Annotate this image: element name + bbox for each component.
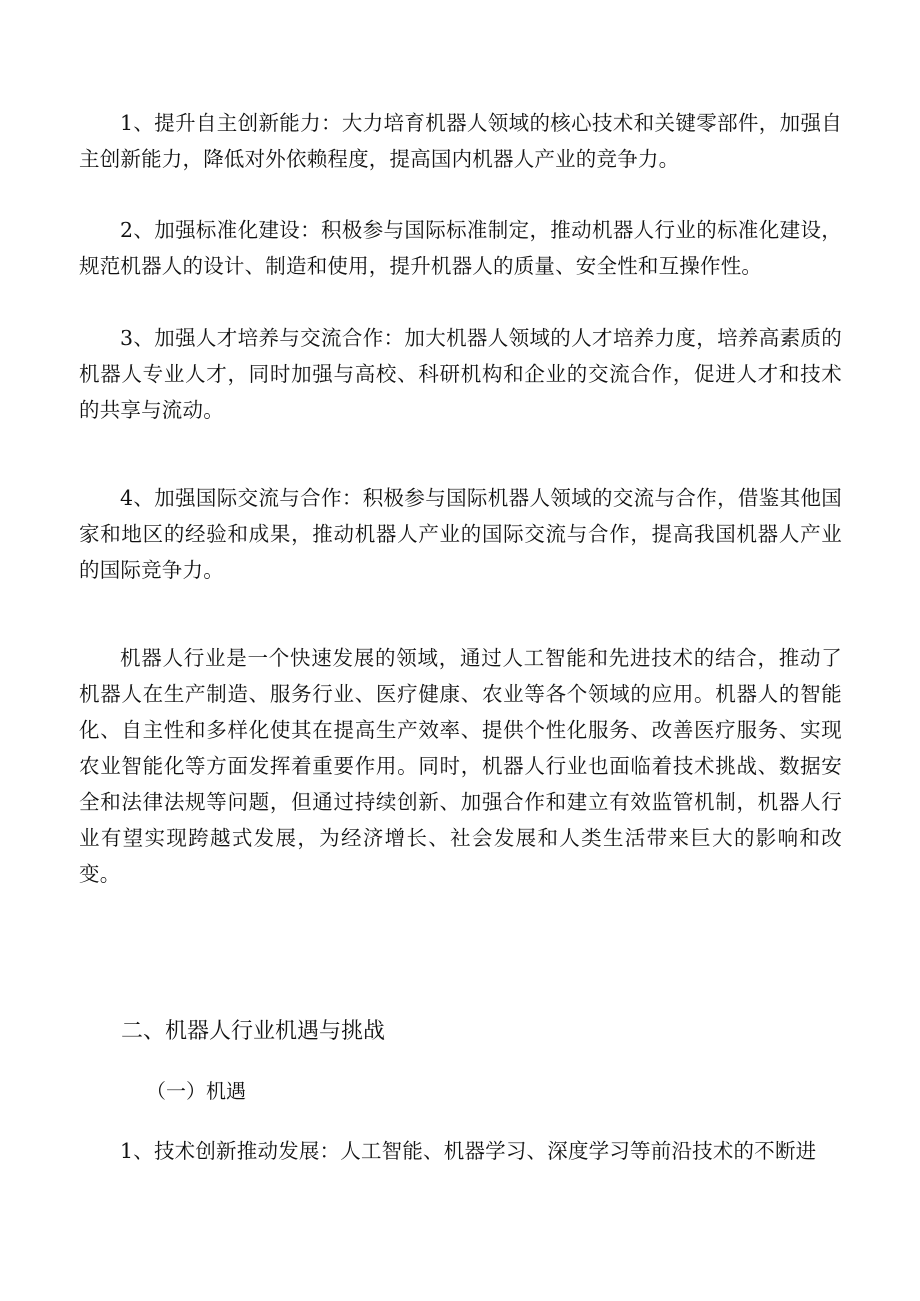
- paragraph-standardization: 2、加强标准化建设：积极参与国际标准制定，推动机器人行业的标准化建设，规范机器人的设计、制造和使用，提升机器人的质量、安全性和互操作性。: [79, 218, 842, 278]
- paragraph-summary: 机器人行业是一个快速发展的领域，通过人工智能和先进技术的结合，推动了机器人在生产制造、服务行业、医疗健康、农业等各个领域的应用。机器人的智能化、自主性和多样化使其在提高生产效率、提供个性化服务、改善医疗服务、实现农业智能化等方面发挥着重要作用。同时，机器人行业也面临着技术挑战、数据安全和法律法规等问题，但通过持续创新、加强合作和建立有效监管机制，机器人行业有望实现跨越式发展，为经济增长、社会发展和人类生活带来巨大的影响和改变。: [79, 646, 842, 886]
- paragraph-innovation: 1、提升自主创新能力：大力培育机器人领域的核心技术和关键零部件，加强自主创新能力，降低对外依赖程度，提高国内机器人产业的竞争力。: [79, 111, 842, 171]
- paragraph-tech-innovation: 1、技术创新推动发展：人工智能、机器学习、深度学习等前沿技术的不断进: [120, 1139, 817, 1163]
- section-heading: 二、机器人行业机遇与挑战: [121, 1019, 386, 1044]
- subsection-heading: （一）机遇: [146, 1079, 246, 1103]
- paragraph-international: 4、加强国际交流与合作：积极参与国际机器人领域的交流与合作，借鉴其他国家和地区的经验和成果，推动机器人产业的国际交流与合作，提高我国机器人产业的国际竞争力。: [79, 486, 842, 582]
- paragraph-talent: 3、加强人才培养与交流合作：加大机器人领域的人才培养力度，培养高素质的机器人专业人才，同时加强与高校、科研机构和企业的交流合作，促进人才和技术的共享与流动。: [79, 326, 842, 422]
